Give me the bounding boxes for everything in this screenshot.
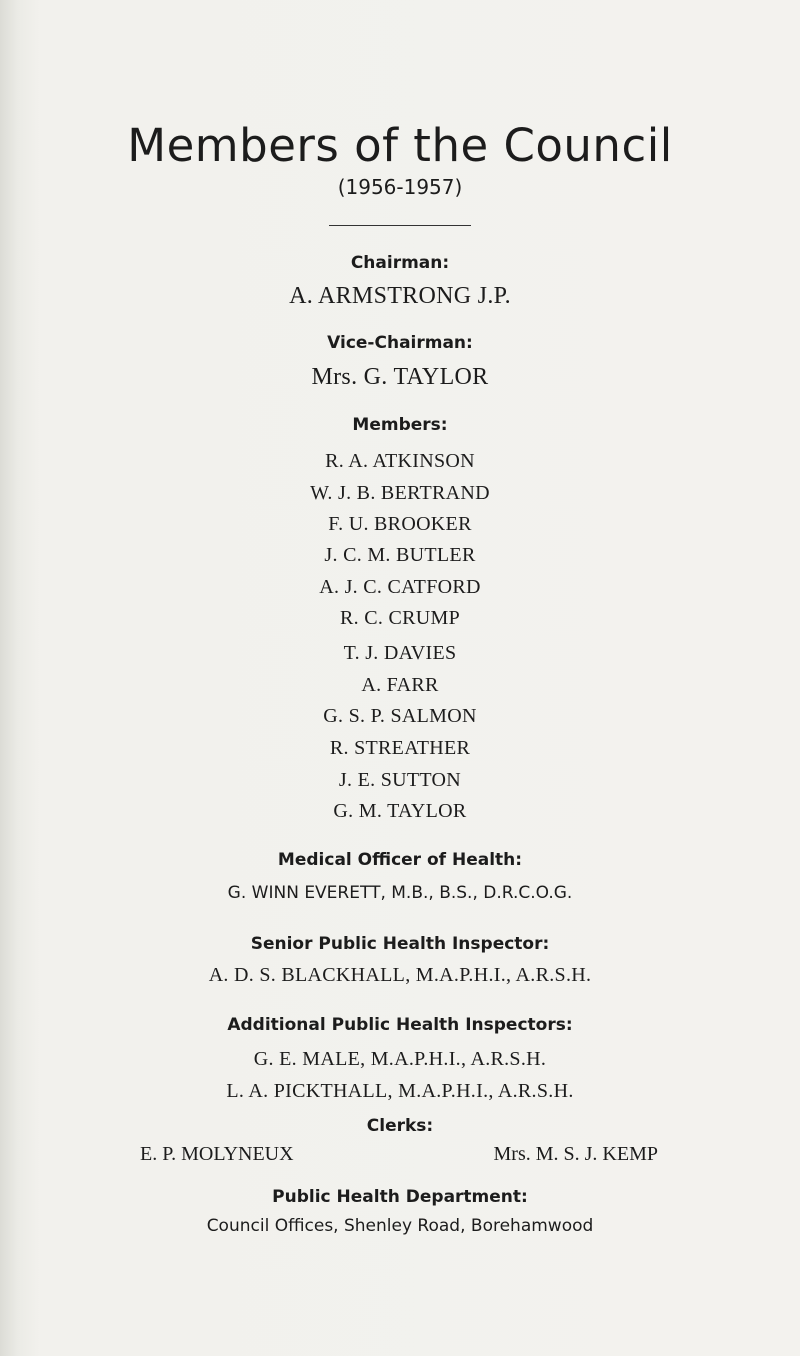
member-name: G. S. P. SALMON bbox=[323, 705, 477, 727]
member-name: R. C. CRUMP bbox=[339, 607, 460, 629]
additional-inspector-name: L. A. PICKTHALL, M.A.P.H.I., A.R.S.H. bbox=[226, 1080, 574, 1102]
member-name: F. U. BROOKER bbox=[328, 513, 472, 535]
member-name: A. J. C. CATFORD bbox=[319, 576, 481, 598]
member-name: R. A. ATKINSON bbox=[325, 450, 475, 472]
page-title: Members of the Council bbox=[127, 119, 673, 172]
term-years: (1956-1957) bbox=[337, 175, 463, 199]
clerk-name-left: E. P. MOLYNEUX bbox=[140, 1143, 294, 1165]
clerks-heading: Clerks: bbox=[366, 1116, 434, 1136]
clerk-name-right: Mrs. M. S. J. KEMP bbox=[493, 1143, 658, 1165]
vice-chairman-name: Mrs. G. TAYLOR bbox=[311, 364, 489, 390]
chairman-name: A. ARMSTRONG J.P. bbox=[289, 283, 511, 309]
senior-inspector-name: A. D. S. BLACKHALL, M.A.P.H.I., A.R.S.H. bbox=[208, 964, 592, 986]
member-name: R. STREATHER bbox=[329, 737, 471, 759]
member-name: T. J. DAVIES bbox=[343, 642, 457, 664]
member-name: J. C. M. BUTLER bbox=[324, 544, 476, 566]
department-heading: Public Health Department: bbox=[272, 1187, 528, 1207]
senior-inspector-heading: Senior Public Health Inspector: bbox=[250, 934, 550, 954]
member-name: W. J. B. BERTRAND bbox=[310, 482, 490, 504]
department-address: Council Offices, Shenley Road, Borehamwood bbox=[206, 1216, 594, 1236]
title-divider bbox=[329, 225, 471, 226]
chairman-heading: Chairman: bbox=[350, 253, 450, 273]
medical-officer-name: G. WINN EVERETT, M.B., B.S., D.R.C.O.G. bbox=[227, 883, 573, 903]
additional-inspector-name: G. E. MALE, M.A.P.H.I., A.R.S.H. bbox=[253, 1048, 547, 1070]
members-heading: Members: bbox=[352, 415, 448, 435]
member-name: G. M. TAYLOR bbox=[333, 800, 467, 822]
vice-chairman-heading: Vice-Chairman: bbox=[327, 333, 473, 353]
additional-inspectors-heading: Additional Public Health Inspectors: bbox=[227, 1015, 573, 1035]
member-name: A. FARR bbox=[361, 674, 439, 696]
member-name: J. E. SUTTON bbox=[338, 769, 462, 791]
medical-officer-heading: Medical Officer of Health: bbox=[277, 850, 523, 870]
